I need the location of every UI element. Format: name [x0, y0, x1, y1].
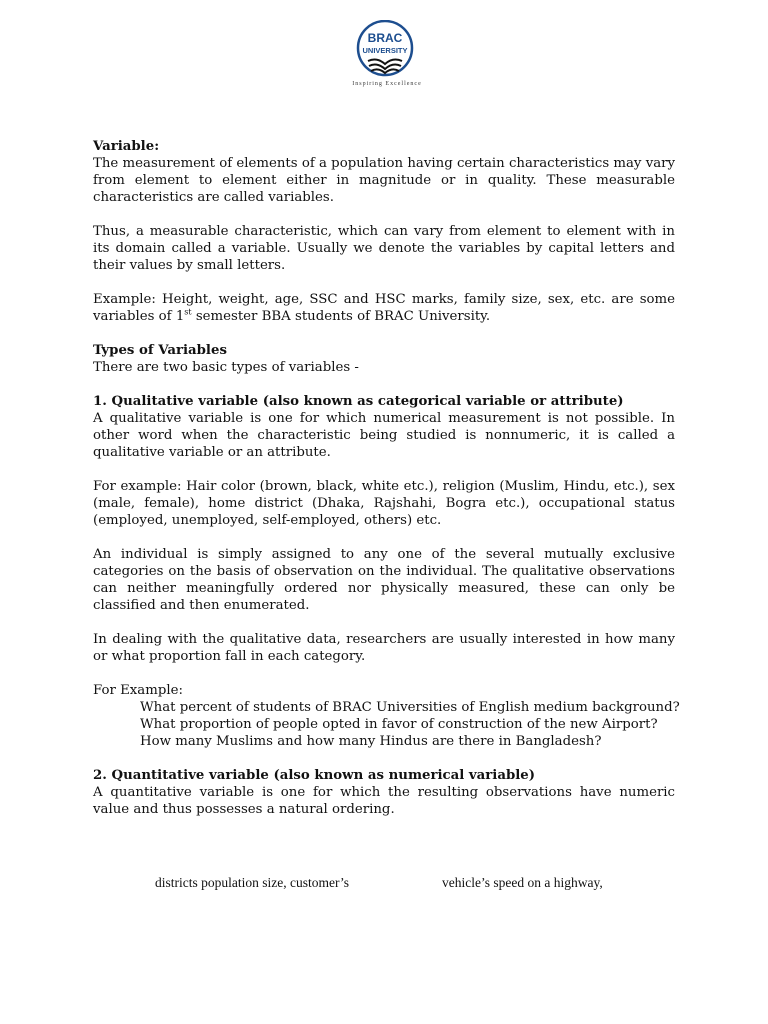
logo-name-line2: UNIVERSITY — [362, 46, 408, 55]
ordinal-suffix: st — [184, 307, 192, 317]
example-question: What percent of students of BRAC Universities of English medium background? — [140, 700, 680, 715]
variable-heading: Variable: — [93, 139, 160, 154]
qualitative-example: For example: Hair color (brown, black, white etc.), religion (Muslim, Hindu, etc.), sex (male, female), home district (Dhaka, Rajshahi, Bogra etc.), occupational status (employed, unemployed, self-employed, others) etc. — [93, 479, 675, 528]
example-question: How many Muslims and how many Hindus are there in Bangladesh? — [140, 734, 602, 749]
types-heading: Types of Variables — [93, 343, 227, 358]
example-questions — [93, 699, 680, 750]
logo-name-line1: BRAC — [367, 31, 403, 45]
types-intro: There are two basic types of variables - — [93, 360, 359, 375]
variable-explanation: Thus, a measurable characteristic, which can vary from element to element with in its domain called a variable. Usually we denote the variables by capital letters and their values by small letters. — [93, 224, 675, 273]
document-body — [93, 138, 680, 818]
qualitative-definition: A qualitative variable is one for which numerical measurement is not possible. In other word when the characteristic being studied is nonnumeric, it is called a qualitative variable or an attribute. — [93, 411, 675, 460]
quantitative-heading: 2. Quantitative variable (also known as numerical variable) — [93, 768, 536, 783]
qualitative-individual: An individual is simply assigned to any one of the several mutually exclusive categories on the basis of observation on the individual. The qualitative observations can neither meaningfully ordered nor physically measured, these can only be classified and then enumerated. — [93, 547, 675, 613]
for-example-label: For Example: — [93, 683, 183, 698]
quantitative-definition: A quantitative variable is one for which the resulting observations have numeric value and thus possesses a natural ordering. — [93, 785, 675, 817]
footer-fragment-right: vehicle’s speed on a highway, — [442, 875, 603, 890]
footer-fragment-left: districts population size, customer’s — [155, 875, 349, 890]
variable-example-end: semester BBA students of BRAC University. — [191, 309, 491, 324]
variable-definition: The measurement of elements of a population having certain characteristics may vary from element to element either in magnitude or in quality. These measurable characteristics are called variables. — [93, 156, 675, 205]
example-question: What proportion of people opted in favor of construction of the new Airport? — [140, 717, 658, 732]
variable-example-text: Example: Height, weight, age, SSC and HSC marks, family size, sex, etc. are some variables of 1 — [93, 292, 675, 324]
qualitative-dealing: In dealing with the qualitative data, researchers are usually interested in how many or what proportion fall in each category. — [93, 632, 675, 664]
variable-example — [93, 291, 675, 325]
qualitative-heading: 1. Qualitative variable (also known as categorical variable or attribute) — [93, 394, 624, 409]
logo-tagline: Inspiring Excellence — [352, 81, 422, 87]
